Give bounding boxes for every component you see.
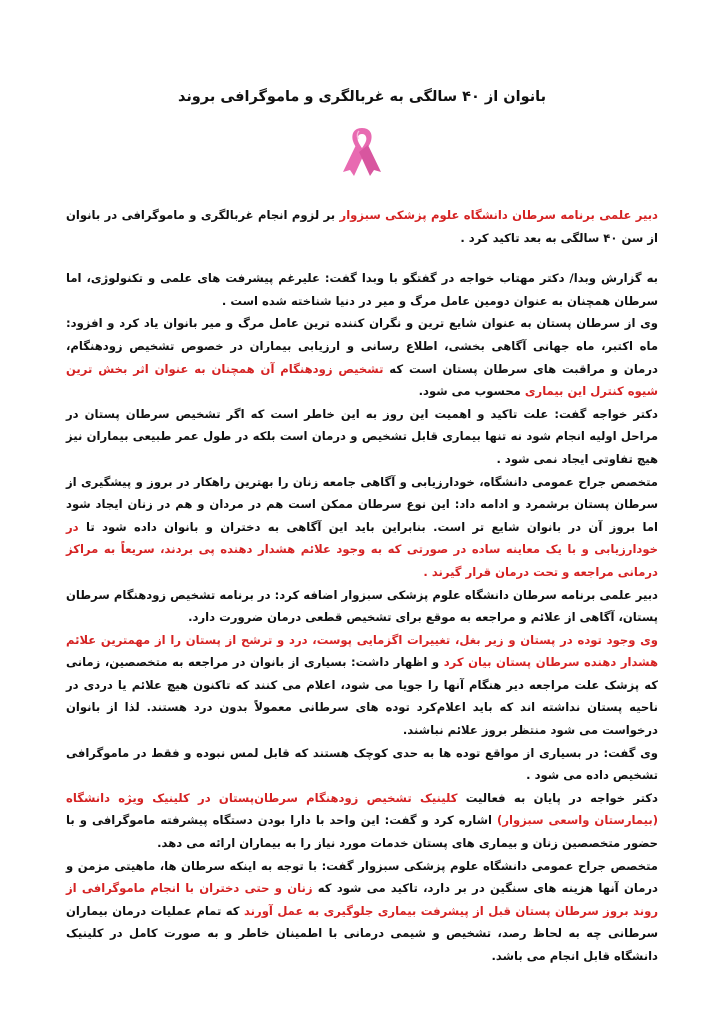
paragraph-text: وی گفت: در بسیاری از مواقع توده ها به حدی کوچک هستند که قابل لمس نبوده و فقط در ماموگرافی تشخیص داده می شود . bbox=[66, 745, 658, 783]
paragraph-7 bbox=[66, 629, 658, 742]
paragraph-text: دکتر خواجه گفت: علت تاکید و اهمیت این روز به این خاطر است که اگر تشخیص سرطان پستان در مراحل اولیه انجام شود نه تنها بیماری قابل تشخیص و درمان است بلکه در طول عمر طبیعی بیماران نیز هیچ تفاوتی ایجاد نمی شود . bbox=[66, 406, 658, 466]
paragraph-text: و اظهار داشت: بسیاری از بانوان در مراجعه به متخصصین، زمانی که پزشک علت مراجعه دیر هنگام آنها را جویا می شود، اعلام می کنند که تاکنون هیچ علائم یا دردی در ناحیه پستان نداشته اند که باید اعلام‌کرد توده های سرطانی معمولاً بدون درد هستند. لذا از بانوان درخواست می شود منتظر بروز علائم نباشند. bbox=[66, 655, 658, 738]
paragraph-2 bbox=[66, 267, 658, 312]
paragraph-8 bbox=[66, 742, 658, 787]
paragraph-text: محسوب می شود. bbox=[418, 384, 525, 399]
highlight-text: تشخیص زودهنگام آن همچنان به عنوان اثر بخش ترین شیوه کنترل این بیماری bbox=[66, 361, 658, 399]
ribbon-container bbox=[66, 122, 658, 178]
paragraph-text: اشاره کرد و گفت: این واحد با دارا بودن دستگاه پیشرفته ماموگرافی و با حضور متخصصین زنان و بیماری های پستان خدمات مورد نیاز را به بیماران ارائه می دهد. bbox=[66, 813, 658, 851]
paragraph-text: دبیر علمی برنامه سرطان دانشگاه علوم پزشکی سبزوار اضافه کرد: در برنامه تشخیص زودهنگام سرطان پستان، آگاهی از علائم و مراجعه به موقع برای تشخیص قطعی درمان ضرورت دارد. bbox=[66, 587, 658, 625]
highlight-text: دبیر علمی برنامه سرطان دانشگاه علوم پزشکی سبزوار bbox=[339, 208, 659, 222]
paragraph-text: بر لزوم انجام غربالگری و ماموگرافی در بانوان از سن ۴۰ سالگی به بعد تاکید کرد . bbox=[66, 208, 658, 245]
highlight-text: در خودارزیابی و با یک معاینه ساده در صورتی که به وجود علائم هشدار دهنده پی بردند، سریعاً به مراکز درمانی مراجعه و تحت درمان قرار گیرند . bbox=[66, 519, 658, 579]
paragraph-3 bbox=[66, 312, 658, 402]
article-body bbox=[66, 204, 658, 968]
paragraph-5 bbox=[66, 471, 658, 584]
paragraph-text: که تمام عملیات درمان بیماران سرطانی چه به لحاظ رصد، تشخیص و شیمی درمانی با اطمینان خاطر و به صورت کامل در کلینیک دانشگاه قابل انجام می باشد. bbox=[66, 903, 658, 963]
pink-ribbon-icon bbox=[338, 122, 386, 178]
paragraph-10 bbox=[66, 855, 658, 968]
paragraph-lead bbox=[66, 204, 658, 249]
paragraph-9 bbox=[66, 787, 658, 855]
paragraph-text: متخصص جراح عمومی دانشگاه، خودارزیابی و آگاهی جامعه زنان را بهترین راهکار در بروز و پیشگیری از سرطان پستان برشمرد و ادامه داد: این نوع سرطان ممکن است هم در مردان و هم در زنان ایجاد شود اما بروز آن در بانوان شایع تر است. بنابراین باید این آگاهی به دختران و بانوان داده شود تا bbox=[66, 474, 658, 534]
paragraph-gap bbox=[66, 249, 658, 267]
paragraph-text: متخصص جراح عمومی دانشگاه علوم پزشکی سبزوار گفت: با توجه به اینکه سرطان ها، ماهیتی مزمن و درمان آنها هزینه های سنگین در بر دارد، تاکید می شود که bbox=[66, 858, 658, 896]
paragraph-text: به گزارش وبدا/ دکتر مهتاب خواجه در گفتگو با وبدا گفت: علیرغم پیشرفت های علمی و تکنولوژی، اما سرطان همچنان به عنوان دومین عامل مرگ و میر در دنیا شناخته شده است . bbox=[66, 271, 658, 308]
paragraph-4 bbox=[66, 403, 658, 471]
paragraph-6 bbox=[66, 584, 658, 629]
paragraph-text: وی از سرطان پستان به عنوان شایع ترین و نگران کننده ترین عامل مرگ و میر بانوان یاد کرد و افزود: ماه اکتبر، ماه جهانی آگاهی بخشی، اطلاع رسانی و ارزیابی بیماران در خصوص تشخیص زودهنگام، درمان و مراقبت های سرطان پستان است که bbox=[66, 316, 658, 376]
highlight-text: زنان و حتی دختران با انجام ماموگرافی از روند بروز سرطان پستان قبل از پیشرفت بیماری جلوگیری به عمل آورند bbox=[66, 881, 658, 918]
highlight-text: وی وجود توده در پستان و زیر بغل، تغییرات اگزمایی پوست، درد و ترشح از پستان را از مهمترین علائم هشدار دهنده سرطان پستان بیان کرد bbox=[66, 632, 659, 670]
highlight-text: کلینیک تشخیص زودهنگام سرطان‌پستان در کلینیک ویژه دانشگاه (بیمارستان واسعی سبزوار) bbox=[66, 790, 658, 828]
article-title: بانوان از ۴۰ سالگی به غربالگری و ماموگرافی بروند bbox=[177, 89, 547, 105]
paragraph-text: دکتر خواجه در پایان به فعالیت bbox=[457, 790, 658, 805]
